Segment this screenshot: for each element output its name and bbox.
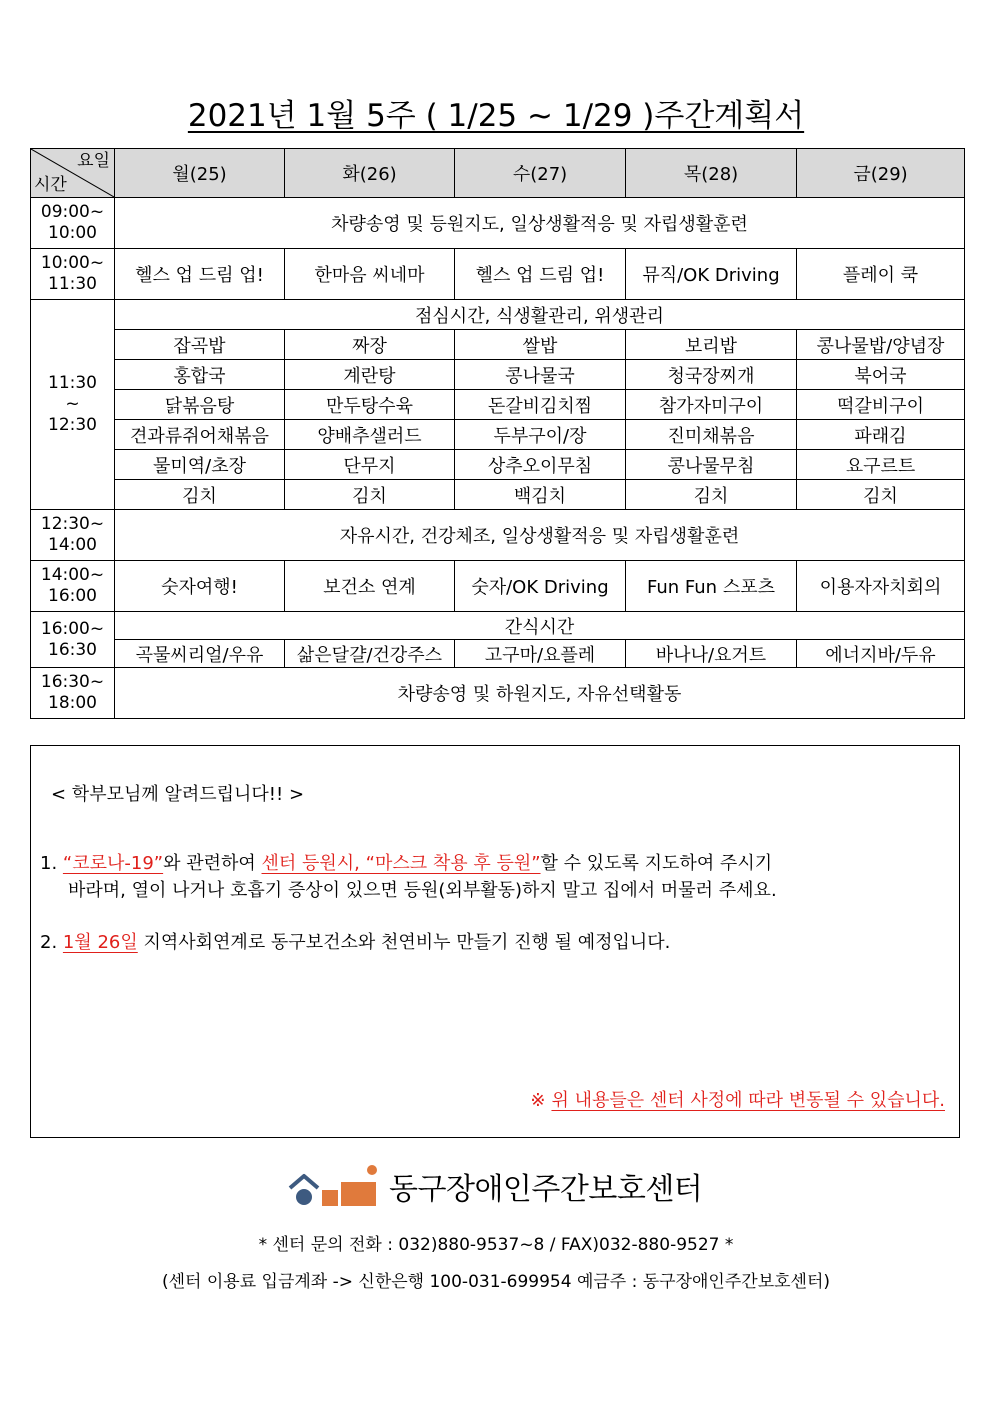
menu-cell: 청국장찌개 xyxy=(626,360,797,390)
activity-cell: 차량송영 및 등원지도, 일상생활적응 및 자립생활훈련 xyxy=(115,198,965,249)
menu-cell: 짜장 xyxy=(285,330,455,360)
org-logo xyxy=(287,1162,702,1210)
menu-cell: 두부구이/장 xyxy=(455,420,626,450)
menu-cell: 파래김 xyxy=(797,420,965,450)
corner-cell xyxy=(31,149,115,198)
schedule-row xyxy=(31,198,965,249)
program-cell: 한마음 씨네마 xyxy=(285,249,455,300)
header-row xyxy=(31,149,965,198)
program-cell: 이용자자치회의 xyxy=(797,561,965,612)
schedule-row xyxy=(31,510,965,561)
notice-heading: < 학부모님께 알려드립니다!! > xyxy=(51,784,305,805)
menu-cell: 견과류쥐어채볶음 xyxy=(115,420,285,450)
day-header-fri: 금(29) xyxy=(797,149,965,198)
menu-cell: 요구르트 xyxy=(797,450,965,480)
snack-header: 간식시간 xyxy=(115,612,965,640)
menu-cell: 진미채볶음 xyxy=(626,420,797,450)
program-cell: Fun Fun 스포츠 xyxy=(626,561,797,612)
menu-cell: 백김치 xyxy=(455,480,626,510)
menu-cell: 계란탕 xyxy=(285,360,455,390)
menu-cell: 쌀밥 xyxy=(455,330,626,360)
menu-cell: 콩나물밥/양념장 xyxy=(797,330,965,360)
snack-cell: 바나나/요거트 xyxy=(626,640,797,668)
menu-row xyxy=(31,450,965,480)
highlight-text: 1월 26일 xyxy=(62,932,138,953)
menu-cell: 콩나물무침 xyxy=(626,450,797,480)
program-cell: 헬스 업 드림 업! xyxy=(115,249,285,300)
org-name: 동구장애인주간보호센터 xyxy=(389,1172,703,1207)
schedule-row xyxy=(31,249,965,300)
menu-cell: 김치 xyxy=(797,480,965,510)
menu-cell: 만두탕수육 xyxy=(285,390,455,420)
menu-cell: 돈갈비김치찜 xyxy=(455,390,626,420)
notice-box xyxy=(30,745,960,1138)
corner-day-label: 요일 xyxy=(77,151,110,171)
time-cell: 10:00~ 11:30 xyxy=(31,249,115,300)
menu-cell: 양배추샐러드 xyxy=(285,420,455,450)
day-header-tue: 화(26) xyxy=(285,149,455,198)
program-cell: 뮤직/OK Driving xyxy=(626,249,797,300)
snack-header-row xyxy=(31,612,965,640)
menu-cell: 떡갈비구이 xyxy=(797,390,965,420)
menu-row xyxy=(31,360,965,390)
time-cell: 16:00~ 16:30 xyxy=(31,612,115,668)
program-cell: 보건소 연계 xyxy=(285,561,455,612)
notice-footnote: ※ 위 내용들은 센터 사정에 따라 변동될 수 있습니다. xyxy=(530,1090,945,1111)
contact-info: * 센터 문의 전화 : 032)880-9537~8 / FAX)032-880-9527 * xyxy=(258,1235,734,1255)
menu-cell: 김치 xyxy=(626,480,797,510)
schedule-row xyxy=(31,561,965,612)
menu-cell: 닭볶음탕 xyxy=(115,390,285,420)
menu-cell: 잡곡밥 xyxy=(115,330,285,360)
activity-cell: 차량송영 및 하원지도, 자유선택활동 xyxy=(115,668,965,719)
menu-cell: 북어국 xyxy=(797,360,965,390)
menu-cell: 참가자미구이 xyxy=(626,390,797,420)
menu-cell: 김치 xyxy=(285,480,455,510)
schedule-row xyxy=(31,668,965,719)
menu-cell: 상추오이무침 xyxy=(455,450,626,480)
day-header-wed: 수(27) xyxy=(455,149,626,198)
time-cell: 11:30 ~ 12:30 xyxy=(31,300,115,510)
lunch-header-row xyxy=(31,300,965,330)
program-cell: 숫자/OK Driving xyxy=(455,561,626,612)
notice-item-2: 2. 1월 26일 지역사회연계로 동구보건소와 천연비누 만들기 진행 될 예정입니다. xyxy=(40,932,671,953)
day-header-thu: 목(28) xyxy=(626,149,797,198)
highlight-text: “코로나-19” xyxy=(62,853,164,874)
weekly-schedule-table xyxy=(30,148,965,719)
time-cell: 14:00~ 16:00 xyxy=(31,561,115,612)
page-title: 2021년 1월 5주 ( 1/25 ~ 1/29 )주간계획서 xyxy=(187,98,805,134)
program-cell: 헬스 업 드림 업! xyxy=(455,249,626,300)
menu-cell: 콩나물국 xyxy=(455,360,626,390)
snack-cell: 고구마/요플레 xyxy=(455,640,626,668)
corner-time-label: 시간 xyxy=(34,175,67,195)
day-header-mon: 월(25) xyxy=(115,149,285,198)
snack-cell: 곡물씨리얼/우유 xyxy=(115,640,285,668)
snack-row xyxy=(31,640,965,668)
time-cell: 09:00~ 10:00 xyxy=(31,198,115,249)
menu-cell: 보리밥 xyxy=(626,330,797,360)
time-cell: 16:30~ 18:00 xyxy=(31,668,115,719)
reference-mark: ※ xyxy=(530,1090,546,1111)
time-cell: 12:30~ 14:00 xyxy=(31,510,115,561)
menu-row xyxy=(31,330,965,360)
snack-cell: 삶은달걀/건강주스 xyxy=(285,640,455,668)
program-cell: 숫자여행! xyxy=(115,561,285,612)
lunch-header: 점심시간, 식생활관리, 위생관리 xyxy=(115,300,965,330)
menu-cell: 단무지 xyxy=(285,450,455,480)
program-cell: 플레이 쿡 xyxy=(797,249,965,300)
activity-cell: 자유시간, 건강체조, 일상생활적응 및 자립생활훈련 xyxy=(115,510,965,561)
menu-cell: 홍합국 xyxy=(115,360,285,390)
highlight-text: 센터 등원시, “마스크 착용 후 등원” xyxy=(261,853,541,874)
account-info: (센터 이용료 입금계좌 -> 신한은행 100-031-699954 예금주 : 동구장애인주간보호센터) xyxy=(161,1272,831,1292)
menu-row xyxy=(31,390,965,420)
notice-item-1: 1. “코로나-19”와 관련하여 센터 등원시, “마스크 착용 후 등원”할 수 있도록 지도하여 주시기 바라며, 열이 나거나 호흡기 증상이 있으면 등원(외부활동)하지 말고 집에서 머물러 주세요. xyxy=(40,853,777,901)
snack-cell: 에너지바/두유 xyxy=(797,640,965,668)
menu-row xyxy=(31,420,965,450)
house-logo-icon xyxy=(287,1162,379,1210)
menu-row xyxy=(31,480,965,510)
menu-cell: 김치 xyxy=(115,480,285,510)
menu-cell: 물미역/초장 xyxy=(115,450,285,480)
